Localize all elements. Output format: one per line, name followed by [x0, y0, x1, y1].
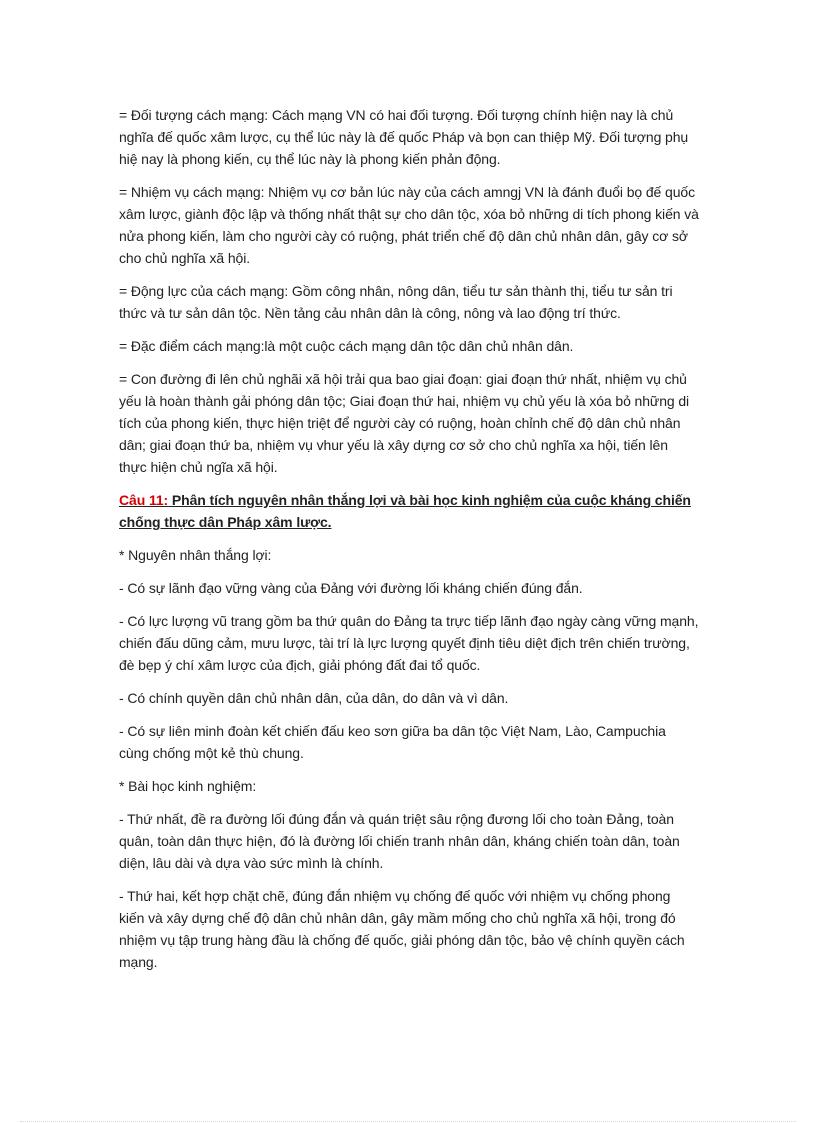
list-item: - Có lực lượng vũ trang gồm ba thứ quân do Đảng ta trực tiếp lãnh đạo ngày càng vững mạnh, chiến đấu dũng cảm, mưu lược, tài trí là lực lượng quyết định tiêu diệt địch trên chiến trường, đè bẹp ý chí xâm lược của địch, giải phóng đất đai tổ quốc.: [119, 613, 699, 673]
section-label-bai-hoc: * Bài học kinh nghiệm:: [119, 778, 257, 794]
paragraph-dong-luc: = Động lực của cách mạng: Gồm công nhân, nông dân, tiểu tư sản thành thị, tiểu tư sản tri thức và tư sản dân tộc. Nền tảng cảu nhân dân là công, nông và lao động trí thức.: [119, 283, 673, 321]
page-bottom-divider: [20, 1121, 796, 1122]
section-label-nguyen-nhan: * Nguyên nhân thắng lợi:: [119, 547, 272, 563]
list-item: - Thứ nhất, đề ra đường lối đúng đắn và quán triệt sâu rộng đương lối cho toàn Đảng, toàn quân, toàn dân thực hiện, đó là đường lối chiến tranh nhân dân, kháng chiến toàn dân, toàn diện, lâu dài và dựa vào sức mình là chính.: [119, 811, 680, 871]
paragraph-doi-tuong: = Đối tượng cách mạng: Cách mạng VN có hai đối tượng. Đối tượng chính hiện nay là chủ nghĩa đế quốc xâm lược, cụ thể lúc này là đế quốc Pháp và bọn can thiệp Mỹ. Đối tượng phụ hiệ nay là phong kiến, cụ thể lúc này là phong kiến phản động.: [119, 107, 689, 167]
document-page: [119, 104, 699, 984]
list-item: - Có chính quyền dân chủ nhân dân, của dân, do dân và vì dân.: [119, 690, 509, 706]
paragraph-nhiem-vu: = Nhiệm vụ cách mạng: Nhiệm vụ cơ bản lúc này của cách amngj VN là đánh đuổi bọ đế quốc xâm lược, giành độc lập và thống nhất thật sự cho dân tộc, xóa bỏ những di tích phong kiến và nửa phong kiến, làm cho người cày có ruộng, phát triển chế độ dân chủ nhân dân, gây cơ sở cho chủ nghĩa xã hội.: [119, 184, 699, 266]
question-title: Phân tích nguyên nhân thắng lợi và bài học kinh nghiệm của cuộc kháng chiến chống thực dân Pháp xâm lược.: [119, 492, 691, 530]
paragraph-con-duong: = Con đường đi lên chủ nghãi xã hội trải qua bao giai đoạn: giai đoạn thứ nhất, nhiệm vụ chủ yếu là hoàn thành gải phóng dân tộc; Giai đoạn thứ hai, nhiệm vụ chủ yếu là xóa bỏ những di tích của phong kiến, thực hiện triệt để người cày có ruộng, hoàn chỉnh chế độ dân chủ nhân dân; giai đoạn thứ ba, nhiệm vụ vhur yếu là xây dựng cơ sở cho chủ nghĩa xa hội, tiến lên thực hiện chủ ngĩa xã hội.: [119, 371, 690, 475]
paragraph-dac-diem: = Đặc điểm cách mạng:là một cuộc cách mạng dân tộc dân chủ nhân dân.: [119, 338, 574, 354]
question-heading: [119, 489, 699, 533]
list-item: - Có sự liên minh đoàn kết chiến đấu keo sơn giữa ba dân tộc Việt Nam, Lào, Campuchia cùng chống một kẻ thù chung.: [119, 723, 666, 761]
list-item: - Thứ hai, kết hợp chặt chẽ, đúng đắn nhiệm vụ chống đế quốc với nhiệm vụ chống phong kiến và xây dựng chế độ dân chủ nhân dân, gây mầm mống cho chủ nghĩa xã hội, trong đó nhiệm vụ tập trung hàng đầu là chống đế quốc, giải phóng dân tộc, bảo vệ chính quyền cách mạng.: [119, 888, 685, 970]
question-number: Câu 11:: [119, 492, 169, 508]
list-item: - Có sự lãnh đạo vững vàng của Đảng với đường lối kháng chiến đúng đắn.: [119, 580, 583, 596]
